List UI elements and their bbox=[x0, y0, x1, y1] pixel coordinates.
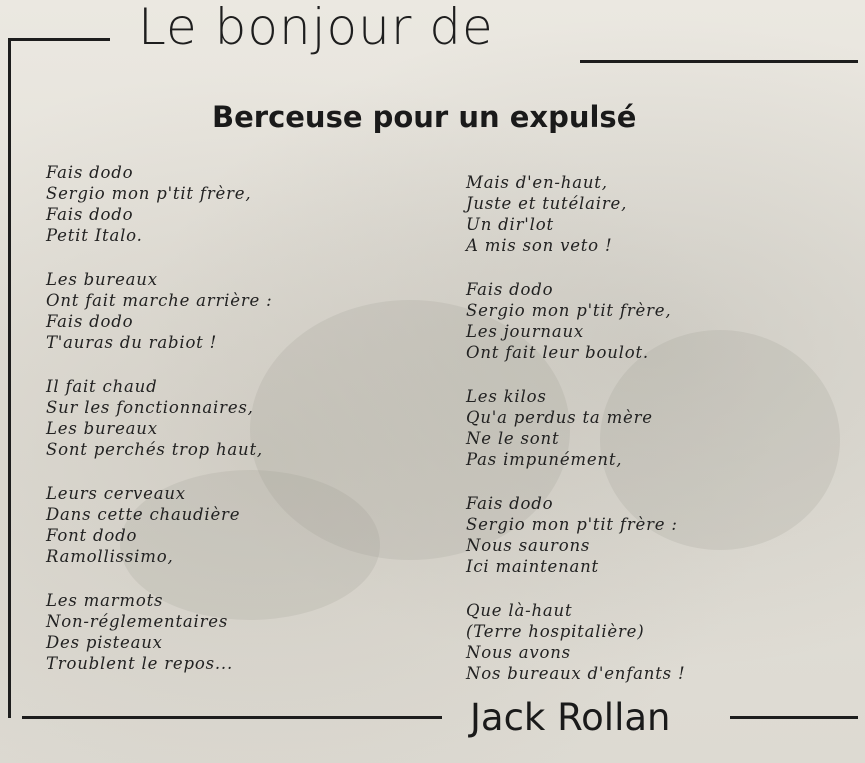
poem-line: Leurs cerveaux bbox=[46, 484, 186, 503]
poem-line: Ne le sont bbox=[466, 429, 560, 448]
poem-line: Que là-haut bbox=[466, 601, 573, 620]
poem-line: Fais dodo bbox=[46, 205, 134, 224]
poem-line: Mais d'en-haut, bbox=[466, 173, 608, 192]
poem-line: Juste et tutélaire, bbox=[466, 194, 628, 213]
poem-line: Les kilos bbox=[466, 387, 547, 406]
poem-line: Sont perchés trop haut, bbox=[46, 440, 263, 459]
poem-title: Berceuse pour un expulsé bbox=[212, 100, 637, 134]
frame-rule-top-right bbox=[580, 60, 858, 63]
stanza bbox=[466, 386, 685, 470]
poem-line: Les bureaux bbox=[46, 270, 158, 289]
frame-rule-bottom-left bbox=[22, 716, 442, 719]
poem-line: Ont fait marche arrière : bbox=[46, 291, 273, 310]
poem-line: Nous avons bbox=[466, 643, 571, 662]
poem-line: Nos bureaux d'enfants ! bbox=[466, 664, 686, 683]
poem-line: Petit Italo. bbox=[46, 226, 143, 245]
poem-line: Les bureaux bbox=[46, 419, 158, 438]
poem-line: Pas impunément, bbox=[466, 450, 623, 469]
poem-line: Il fait chaud bbox=[46, 377, 158, 396]
poem-line: Nous saurons bbox=[466, 536, 591, 555]
poem-column-right bbox=[466, 172, 685, 707]
poem-line: Dans cette chaudière bbox=[46, 505, 241, 524]
stanza bbox=[466, 493, 685, 577]
poem-line: Fais dodo bbox=[46, 163, 134, 182]
poem-line: Fais dodo bbox=[466, 494, 554, 513]
frame-rule-bottom-right bbox=[730, 716, 858, 719]
stanza bbox=[466, 279, 685, 363]
frame-rule-left bbox=[8, 38, 11, 718]
stanza bbox=[46, 269, 272, 353]
stanza bbox=[466, 172, 685, 256]
stanza bbox=[46, 162, 272, 246]
column-header-title: Le bonjour de bbox=[138, 0, 494, 56]
poem-line: Sur les fonctionnaires, bbox=[46, 398, 254, 417]
author-signature: Jack Rollan bbox=[470, 696, 671, 739]
poem-line: Sergio mon p'tit frère, bbox=[466, 301, 672, 320]
poem-line: T'auras du rabiot ! bbox=[46, 333, 218, 352]
poem-line: Non-réglementaires bbox=[46, 612, 229, 631]
stanza bbox=[46, 376, 272, 460]
poem-line: Sergio mon p'tit frère : bbox=[466, 515, 678, 534]
poem-line: Troublent le repos... bbox=[46, 654, 233, 673]
poem-column-left bbox=[46, 162, 272, 697]
poem-line: Les journaux bbox=[466, 322, 584, 341]
poem-line: Les marmots bbox=[46, 591, 164, 610]
poem-line: Fais dodo bbox=[46, 312, 134, 331]
poem-line: Font dodo bbox=[46, 526, 138, 545]
poem-line: Un dir'lot bbox=[466, 215, 554, 234]
stanza bbox=[46, 483, 272, 567]
poem-line: Des pisteaux bbox=[46, 633, 163, 652]
frame-rule-top-left bbox=[8, 38, 110, 41]
poem-line: Sergio mon p'tit frère, bbox=[46, 184, 252, 203]
poem-line: (Terre hospitalière) bbox=[466, 622, 645, 641]
stanza bbox=[466, 600, 685, 684]
poem-line: Ont fait leur boulot. bbox=[466, 343, 649, 362]
poem-line: A mis son veto ! bbox=[466, 236, 613, 255]
poem-line: Qu'a perdus ta mère bbox=[466, 408, 653, 427]
stanza bbox=[46, 590, 272, 674]
poem-line: Fais dodo bbox=[466, 280, 554, 299]
poem-line: Ici maintenant bbox=[466, 557, 599, 576]
poem-line: Ramollissimo, bbox=[46, 547, 174, 566]
